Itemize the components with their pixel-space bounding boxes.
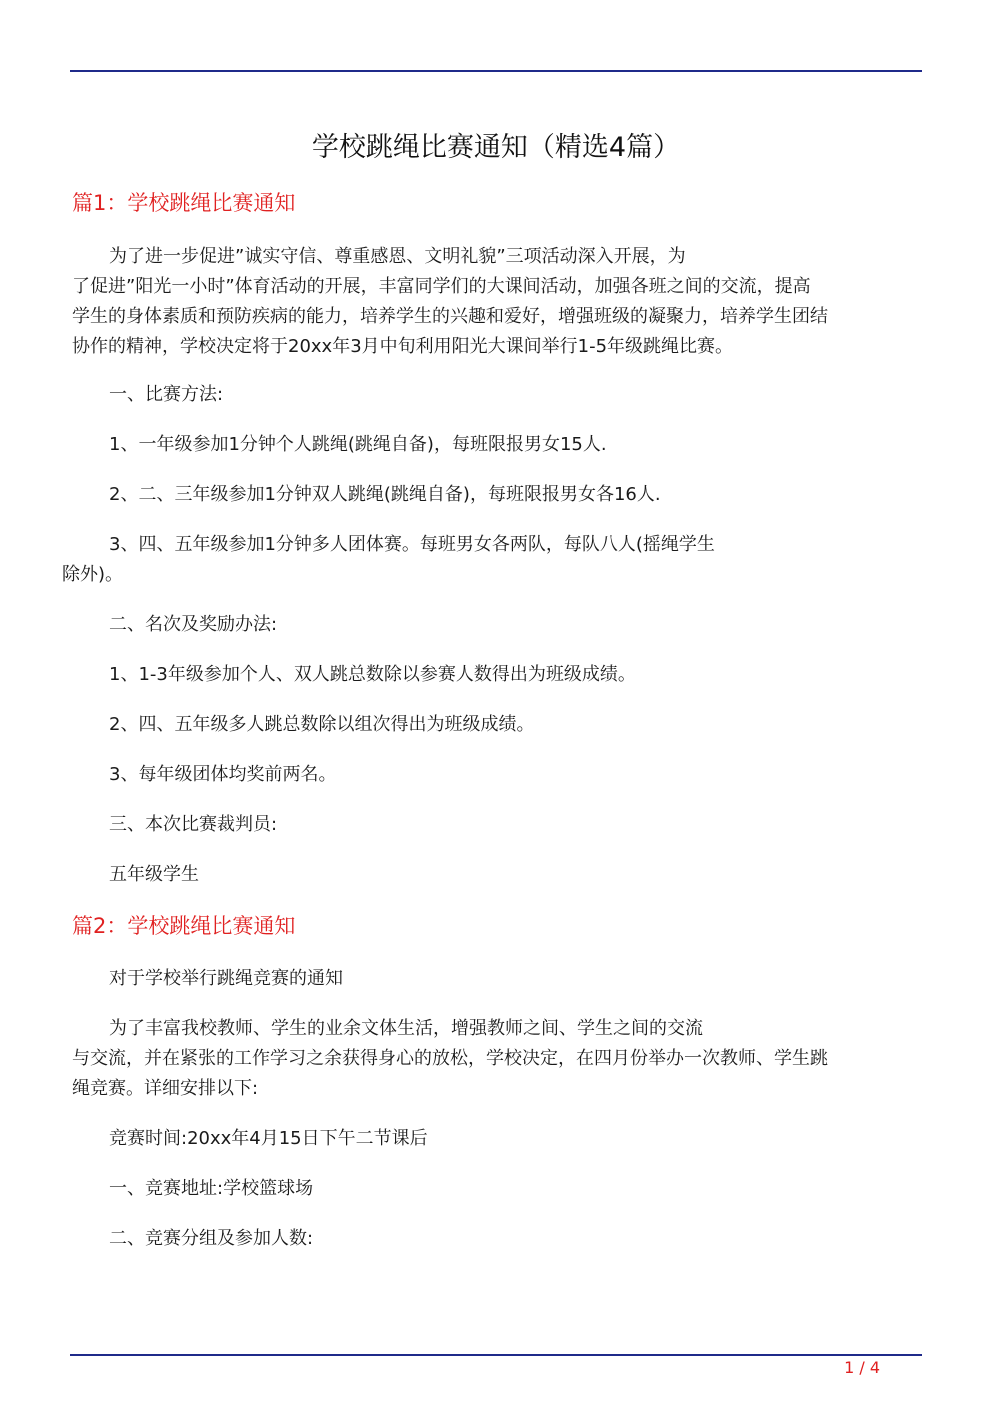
section1-intro xyxy=(72,242,922,362)
document-title: 学校跳绳比赛通知（精选4篇） xyxy=(311,132,681,163)
section2-subtitle: 对于学校举行跳绳竞赛的通知 xyxy=(109,968,343,989)
method-item: 2、二、三年级参加1分钟双人跳绳(跳绳自备)，每班限报男女各16人. xyxy=(109,484,661,505)
award-item: 2、四、五年级多人跳总数除以组次得出为班级成绩。 xyxy=(109,714,535,735)
section2-intro-line: 为了丰富我校教师、学生的业余文体生活，增强教师之间、学生之间的交流 xyxy=(109,1018,703,1039)
section1-intro-line: 为了进一步促进”诚实守信、尊重感恩、文明礼貌”三项活动深入开展，为 xyxy=(109,246,686,267)
section1-intro-line: 协作的精神，学校决定将于20xx年3月中旬利用阳光大课间举行1-5年级跳绳比赛。 xyxy=(72,336,734,357)
method-item: 3、四、五年级参加1分钟多人团体赛。每班男女各两队，每队八人(摇绳学生 除外)。 xyxy=(62,534,715,585)
award-title: 二、名次及奖励办法: xyxy=(109,614,278,635)
page-indicator: 1 / 4 xyxy=(844,1358,880,1377)
judge-title: 三、本次比赛裁判员: xyxy=(109,814,278,835)
competition-groups: 二、竞赛分组及参加人数: xyxy=(109,1228,314,1249)
method-item: 1、一年级参加1分钟个人跳绳(跳绳自备)，每班限报男女15人. xyxy=(109,434,607,455)
competition-location: 一、竞赛地址:学校篮球场 xyxy=(109,1178,314,1199)
award-item: 3、每年级团体均奖前两名。 xyxy=(109,764,337,785)
award-item: 1、1-3年级参加个人、双人跳总数除以参赛人数得出为班级成绩。 xyxy=(109,664,636,685)
competition-time: 竞赛时间:20xx年4月15日下午二节课后 xyxy=(109,1128,428,1149)
footer-rule xyxy=(70,1354,922,1356)
section2-intro-line: 绳竞赛。详细安排以下: xyxy=(72,1078,259,1099)
judge-value: 五年级学生 xyxy=(109,864,199,885)
header-rule xyxy=(70,70,922,72)
method-title: 一、比赛方法: xyxy=(109,384,224,405)
section2-intro-line: 与交流，并在紧张的工作学习之余获得身心的放松，学校决定，在四月份举办一次教师、学生跳 xyxy=(72,1048,828,1069)
section2-heading: 篇2：学校跳绳比赛通知 xyxy=(72,914,296,938)
section1-intro-line: 学生的身体素质和预防疾病的能力，培养学生的兴趣和爱好，增强班级的凝聚力，培养学生团结 xyxy=(72,306,828,327)
section2-intro xyxy=(72,1014,922,1104)
section1-intro-line: 了促进”阳光一小时”体育活动的开展，丰富同学们的大课间活动，加强各班之间的交流，提高 xyxy=(72,276,811,297)
section1-heading: 篇1：学校跳绳比赛通知 xyxy=(72,191,296,215)
